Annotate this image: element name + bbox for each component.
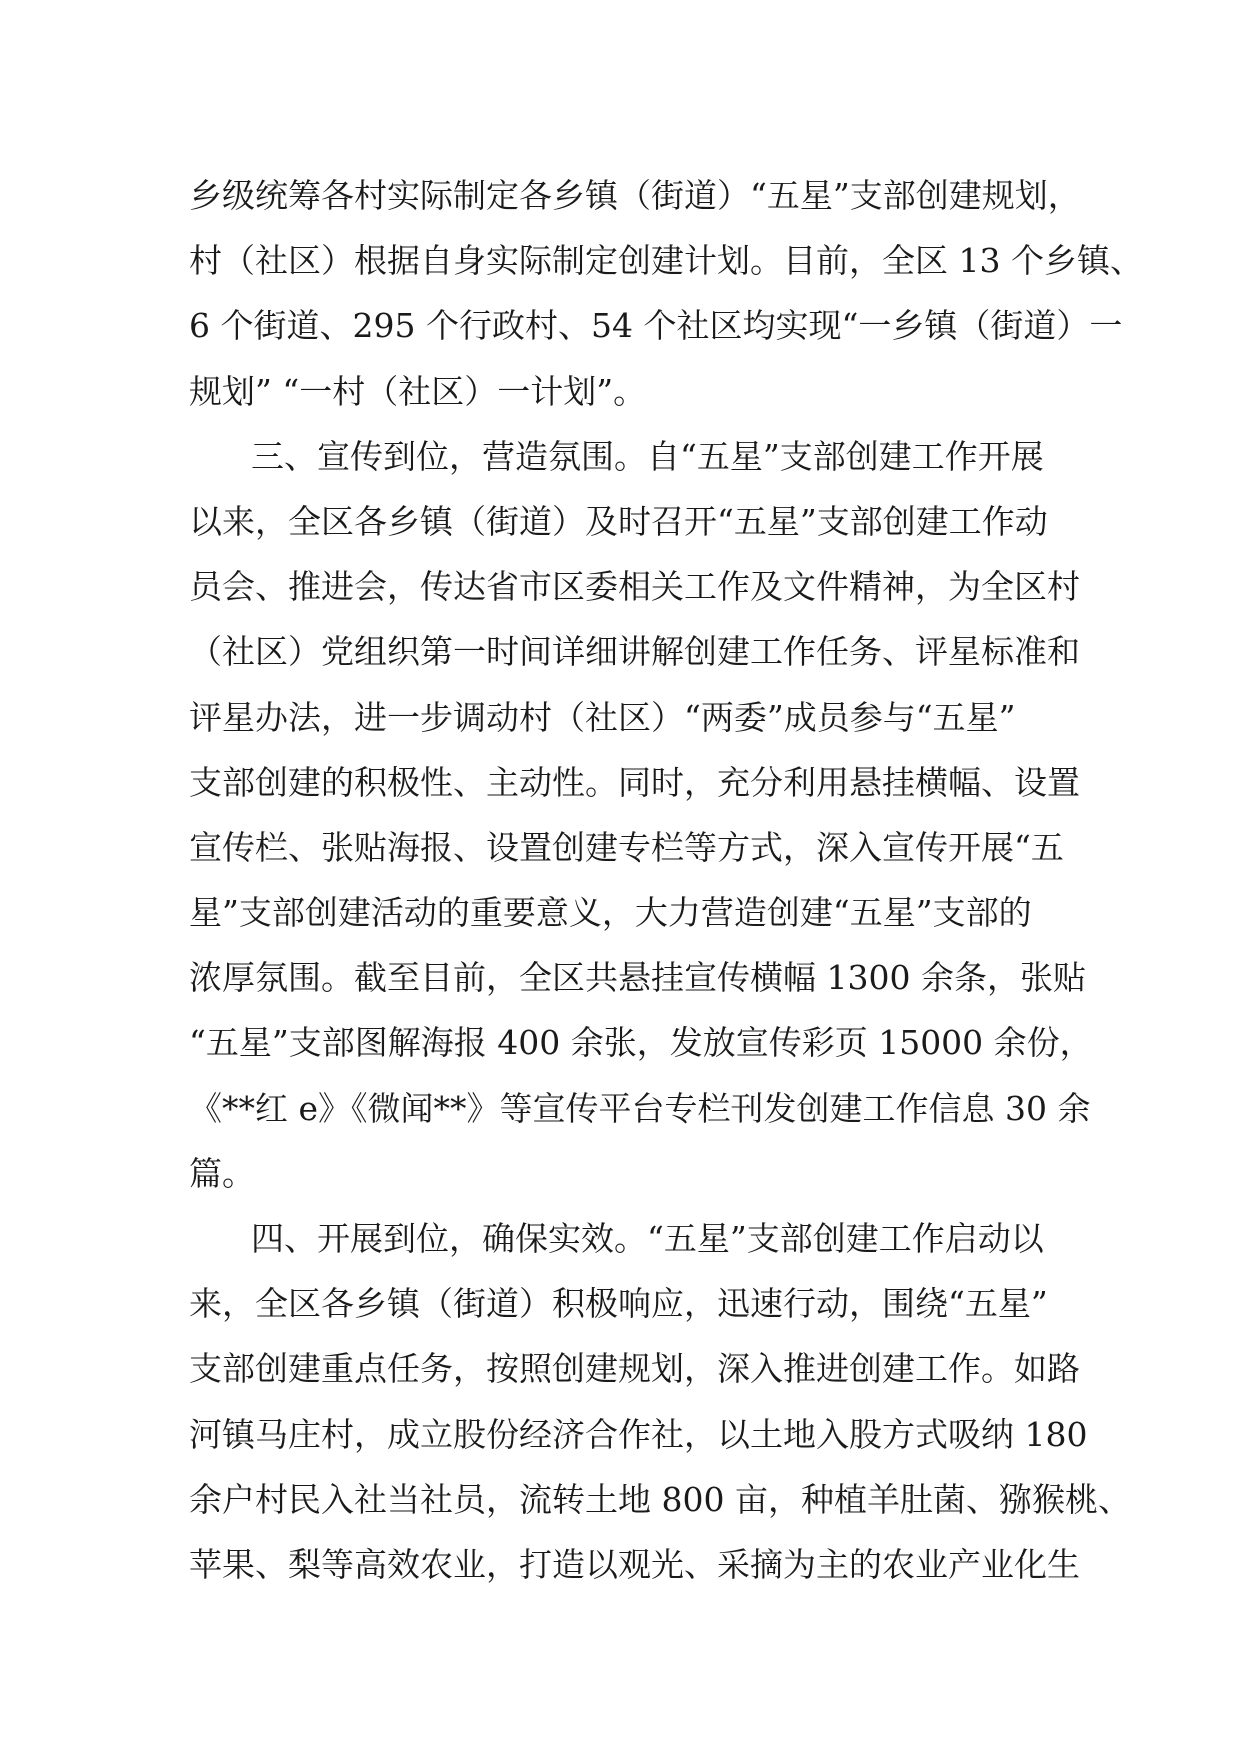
text-line: 篇。 xyxy=(189,1153,255,1193)
text-line: 支部创建重点任务，按照创建规划，深入推进创建工作。如路 xyxy=(189,1349,1080,1389)
text-line: 乡级统筹各村实际制定各乡镇（街道）“五星”支部创建规划， xyxy=(189,176,1081,215)
text-line: 村（社区）根据自身实际制定创建计划。目前，全区 13 个乡镇、 xyxy=(189,241,1143,281)
document-body xyxy=(189,163,1143,1597)
text-line: 浓厚氛围。截至目前，全区共悬挂宣传横幅 1300 余条，张贴 xyxy=(189,958,1086,998)
text-line: 员会、推进会，传达省市区委相关工作及文件精神，为全区村 xyxy=(189,567,1080,607)
text-line: 河镇马庄村，成立股份经济合作社，以土地入股方式吸纳 180 xyxy=(189,1414,1088,1454)
text-line: （社区）党组织第一时间详细讲解创建工作任务、评星标准和 xyxy=(189,632,1080,672)
text-line: 6 个街道、295 个行政村、54 个社区均实现“一乡镇（街道）一 xyxy=(189,306,1123,346)
text-line: 以来，全区各乡镇（街道）及时召开“五星”支部创建工作动 xyxy=(189,501,1048,541)
text-line: 来，全区各乡镇（街道）积极响应，迅速行动，围绕“五星” xyxy=(189,1284,1048,1324)
text-line: 规划” “一村（社区）一计划”。 xyxy=(189,371,647,411)
paragraph-start-line: 四、开展到位，确保实效。“五星”支部创建工作启动以 xyxy=(251,1219,1044,1258)
paragraph-start-line: 三、宣传到位，营造氛围。自“五星”支部创建工作开展 xyxy=(251,436,1044,476)
text-line: 评星办法，进一步调动村（社区）“两委”成员参与“五星” xyxy=(189,697,1016,737)
text-line: 《**红 e》《微闻**》等宣传平台专栏刊发创建工作信息 30 余 xyxy=(189,1088,1091,1128)
text-line: 支部创建的积极性、主动性。同时，充分利用悬挂横幅、设置 xyxy=(189,762,1080,802)
text-line: 余户村民入社当社员，流转土地 800 亩，种植羊肚菌、猕猴桃、 xyxy=(189,1479,1131,1519)
text-line: “五星”支部图解海报 400 余张，发放宣传彩页 15000 余份， xyxy=(189,1023,1093,1063)
text-line: 星”支部创建活动的重要意义，大力营造创建“五星”支部的 xyxy=(189,893,1032,933)
text-line: 宣传栏、张贴海报、设置创建专栏等方式，深入宣传开展“五 xyxy=(189,827,1064,867)
text-line: 苹果、梨等高效农业，打造以观光、采摘为主的农业产业化生 xyxy=(189,1544,1080,1584)
